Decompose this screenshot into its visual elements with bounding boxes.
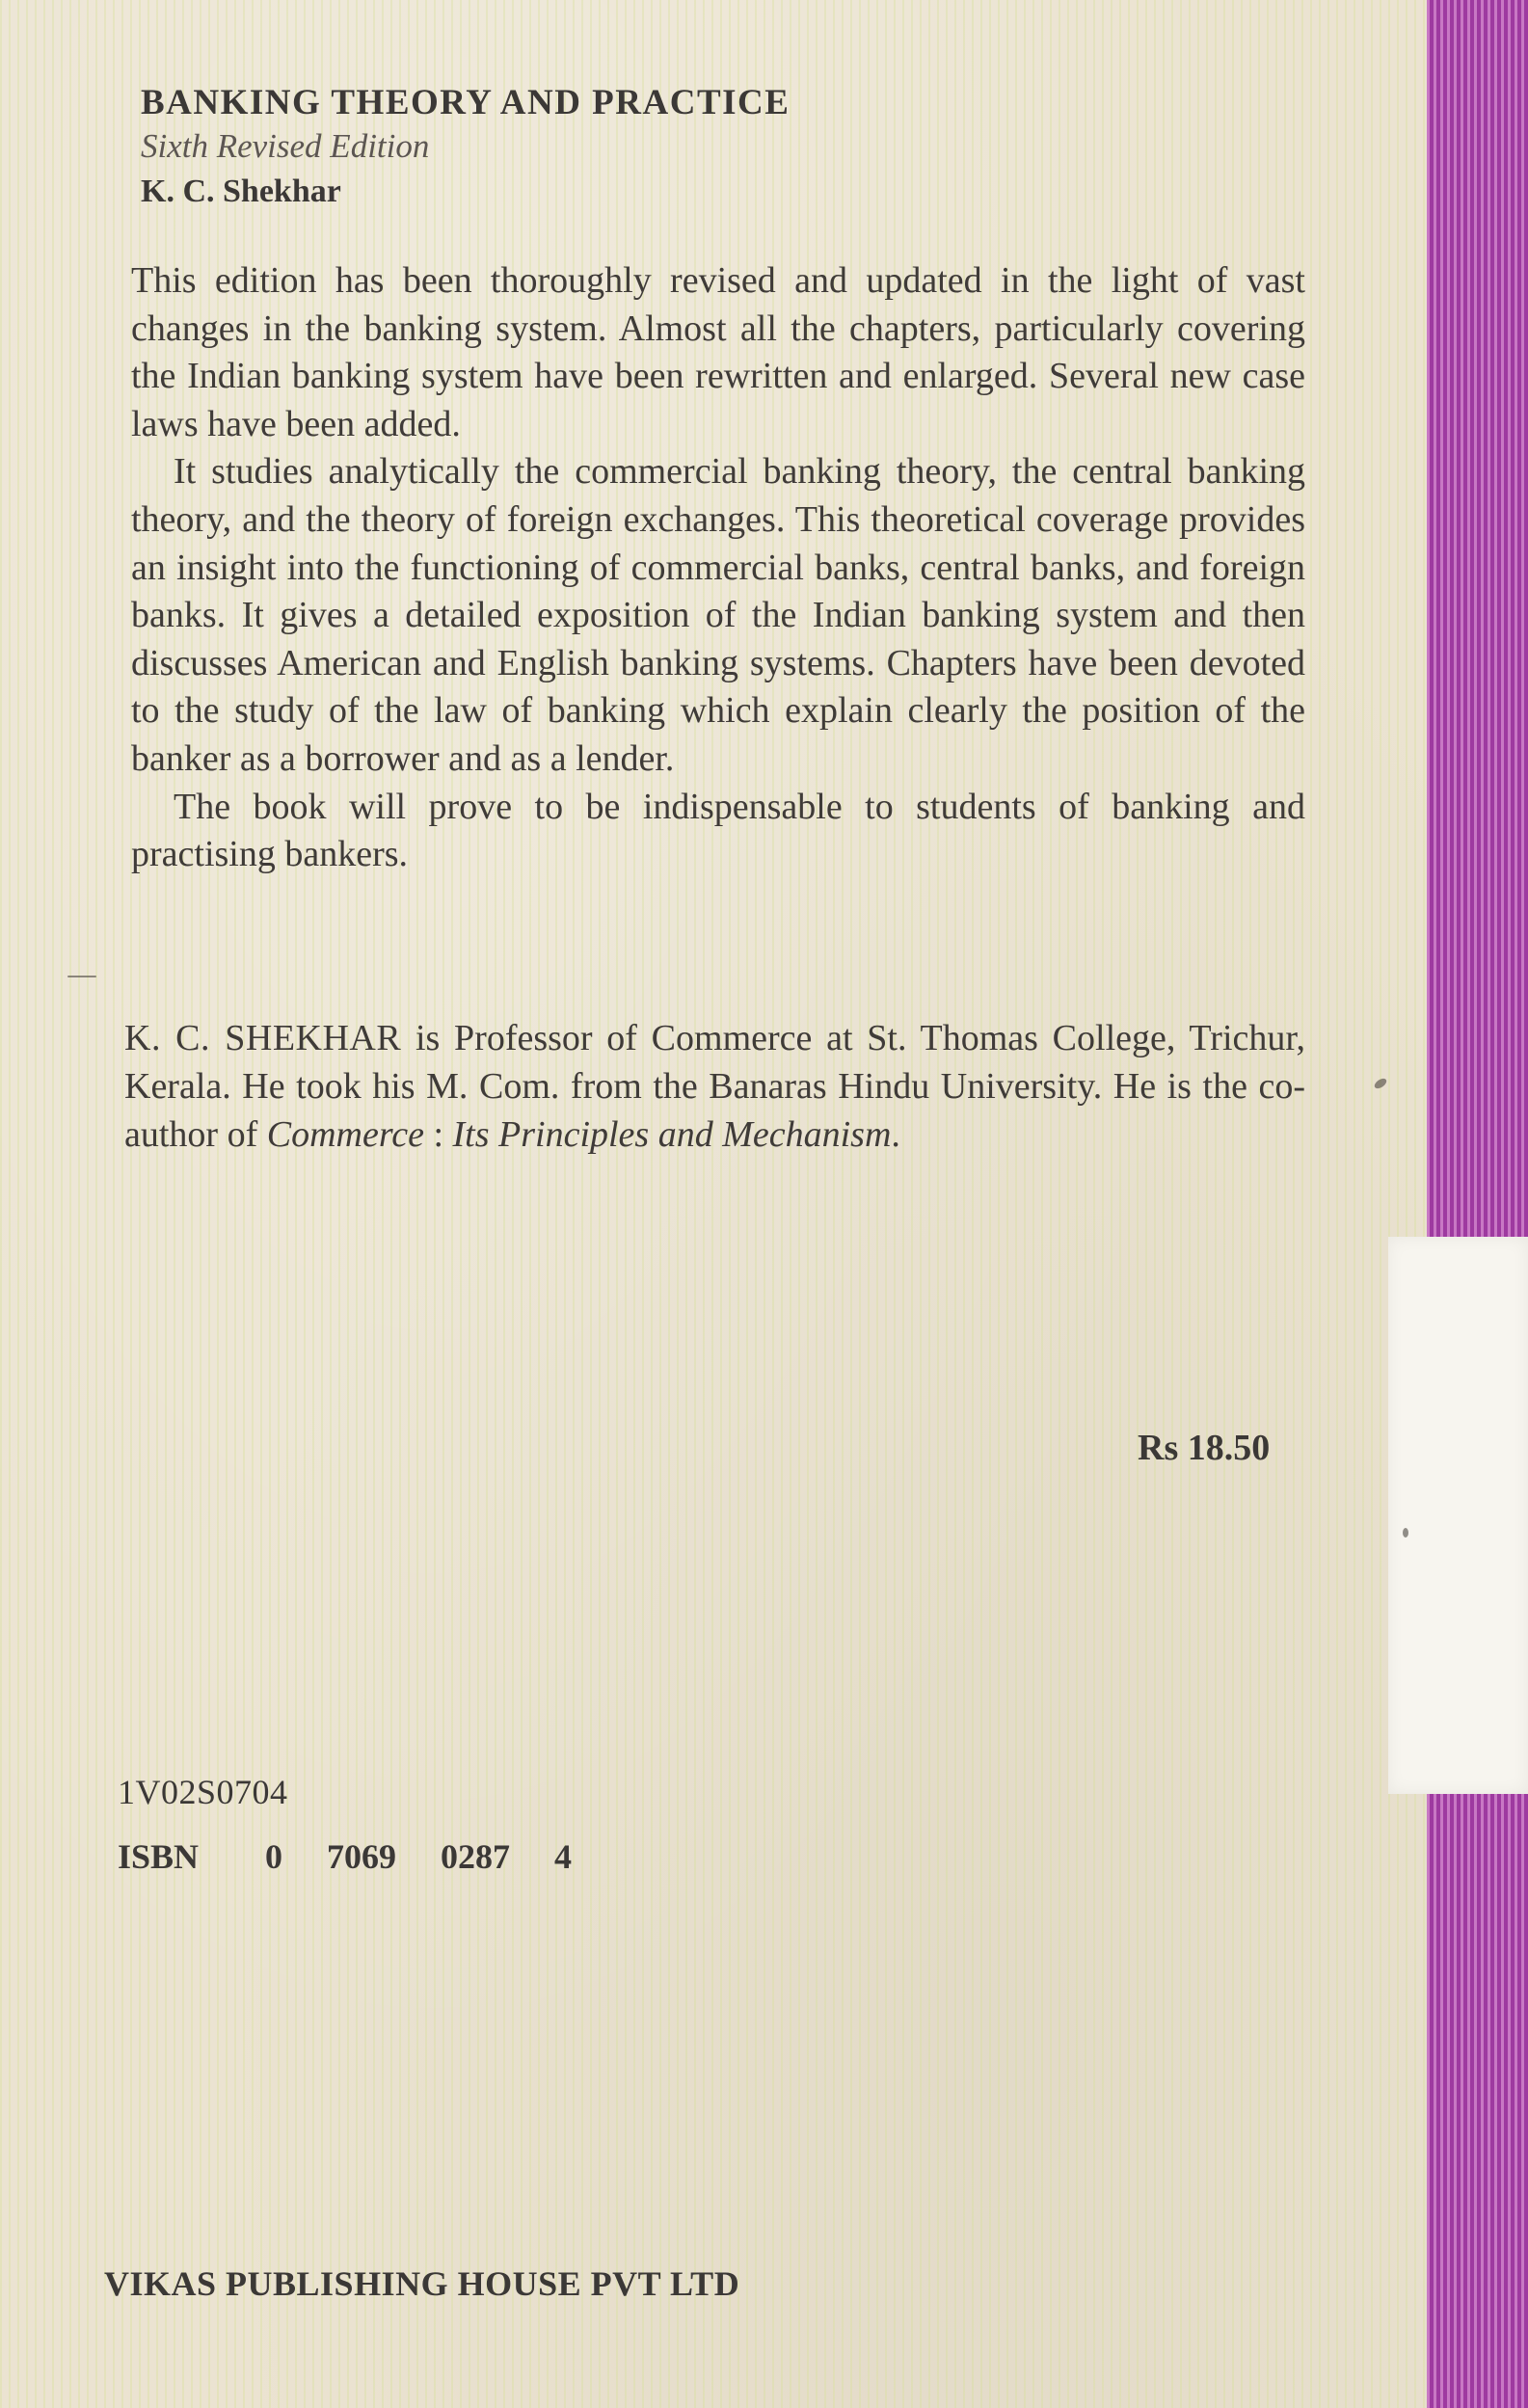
book-title: BANKING THEORY AND PRACTICE — [141, 83, 791, 122]
description-paragraph-2: It studies analytically the commercial banking theory, the central banking theory, and the theory of foreign exchanges. This theoretical coverage provides an insight into the functioning of commercial banks, central banks, and foreign banks. It gives a detailed exposition of the Indian banking system and then discusses American and English banking systems. Chapters have been devoted to the study of the law of banking which explain clearly the position of the banker as a borrower and as a lender. — [131, 451, 1305, 779]
coauthored-book-title-2: Its Principles and Mechanism — [452, 1114, 892, 1155]
catalog-code: 1V02S0704 — [118, 1773, 288, 1811]
author-bio — [124, 1014, 1305, 1159]
author-bio-name: K. C. SHEKHAR — [124, 1018, 402, 1058]
description-paragraph-3: The book will prove to be indispensable to students of banking and practising bankers. — [131, 786, 1305, 875]
author-bio-text: is Professor of Commerce at St. Thomas College, Trichur, Kerala. He took his M. Com. from the Banaras Hindu University. He is the co-author of — [124, 1018, 1306, 1155]
book-description — [131, 257, 1305, 879]
ink-speck — [1403, 1528, 1408, 1538]
ink-speck — [67, 976, 96, 977]
label-sticker — [1388, 1237, 1528, 1794]
isbn-number: ISBN 0 7069 0287 4 — [118, 1837, 573, 1876]
author-name: K. C. Shekhar — [141, 174, 341, 209]
price-label: Rs 18.50 — [1138, 1428, 1271, 1468]
publisher-name: VIKAS PUBLISHING HOUSE PVT LTD — [104, 2264, 740, 2303]
author-bio-paragraph — [124, 1014, 1305, 1159]
edition-label: Sixth Revised Edition — [141, 127, 430, 165]
spine-stripe — [1427, 0, 1528, 2408]
description-paragraph-1: This edition has been thoroughly revised and updated in the light of vast changes in the banking system. Almost all the chapters, particularly covering the Indian banking system have been rewritten and enlarged. Several new case laws have been added. — [131, 260, 1305, 444]
author-bio-end: . — [891, 1114, 900, 1155]
title-block — [141, 82, 790, 215]
title-separator: : — [423, 1114, 453, 1155]
coauthored-book-title-1: Commerce — [266, 1114, 424, 1155]
